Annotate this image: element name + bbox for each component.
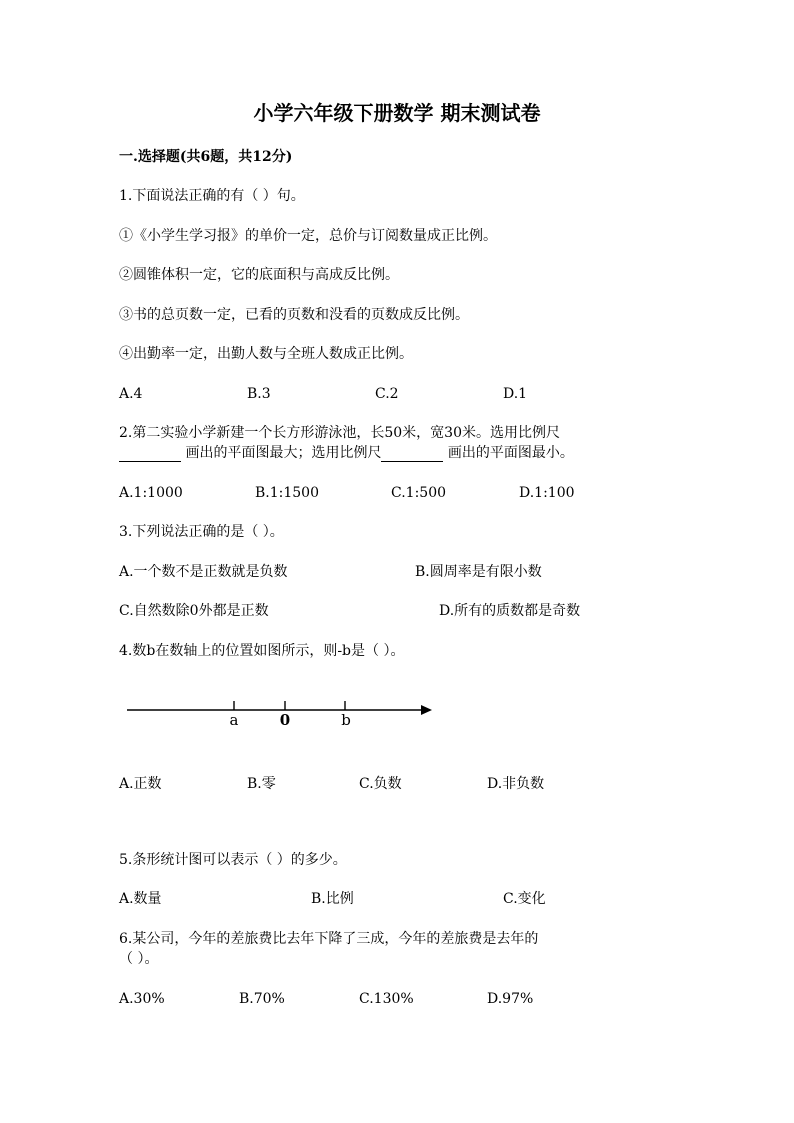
q6-option-b: B.70% — [239, 991, 285, 1007]
section-heading: 一.选择题(共6题，共12分) — [119, 149, 293, 165]
q1-option-a: A.4 — [119, 386, 143, 402]
axis-label-a: a — [229, 711, 239, 729]
q3-option-c: C.自然数除0外都是正数 — [119, 603, 269, 619]
q1-option-c: C.2 — [375, 386, 399, 402]
q5-option-a: A.数量 — [119, 891, 162, 907]
number-line-arrow — [421, 705, 432, 715]
q3-option-d: D.所有的质数都是奇数 — [439, 603, 581, 619]
q5-option-c: C.变化 — [503, 891, 546, 907]
q1-option-b: B.3 — [247, 386, 271, 402]
q1-statement-1: ①《小学生学习报》的单价一定，总价与订阅数量成正比例。 — [119, 228, 497, 244]
q2-option-c: C.1:500 — [391, 485, 447, 501]
q4-option-a: A.正数 — [119, 776, 162, 792]
q5-option-b: B.比例 — [311, 891, 354, 907]
axis-label-0: 0 — [279, 711, 291, 729]
q1-statement-3: ③书的总页数一定，已看的页数和没看的页数成反比例。 — [119, 307, 469, 323]
q2-option-a: A.1:1000 — [119, 485, 183, 501]
q4-option-c: C.负数 — [359, 776, 402, 792]
q1-statement-2: ②圆锥体积一定，它的底面积与高成反比例。 — [119, 267, 399, 283]
number-line-figure — [119, 690, 449, 740]
q4-option-d: D.非负数 — [487, 776, 545, 792]
q6-option-d: D.97% — [487, 991, 534, 1007]
q3-option-a: A.一个数不是正数就是负数 — [119, 564, 288, 580]
q2-option-d: D.1:100 — [519, 485, 575, 501]
q4-stem: 4.数b在数轴上的位置如图所示，则-b是（ ）。 — [119, 643, 405, 659]
q3-stem: 3.下列说法正确的是（ ）。 — [119, 524, 284, 540]
q5-stem: 5.条形统计图可以表示（ ）的多少。 — [119, 852, 347, 868]
page-title: 小学六年级下册数学 期末测试卷 — [253, 101, 541, 125]
q4-option-b: B.零 — [247, 776, 276, 792]
q6-stem-line2: （ ）。 — [119, 951, 159, 967]
q6-option-a: A.30% — [119, 991, 165, 1007]
q2-stem-end: 画出的平面图最小。 — [443, 445, 574, 461]
q1-statement-4: ④出勤率一定，出勤人数与全班人数成正比例。 — [119, 346, 413, 362]
q2-stem-mid: 画出的平面图最大；选用比例尺 — [181, 445, 382, 461]
q6-stem: 6.某公司，今年的差旅费比去年下降了三成，今年的差旅费是去年的 — [119, 931, 539, 947]
q1-option-d: D.1 — [503, 386, 528, 402]
q6-option-c: C.130% — [359, 991, 414, 1007]
q2-stem: 2.第二实验小学新建一个长方形游泳池，长50米，宽30米。选用比例尺 — [119, 425, 560, 441]
q2-blank-2 — [381, 447, 443, 462]
q3-option-b: B.圆周率是有限小数 — [415, 564, 542, 580]
q1-stem: 1.下面说法正确的有（ ）句。 — [119, 188, 305, 204]
q2-blank-1 — [119, 447, 181, 462]
axis-label-b: b — [341, 711, 351, 729]
q2-option-b: B.1:1500 — [255, 485, 319, 501]
q2-stem-line2 — [119, 444, 574, 462]
